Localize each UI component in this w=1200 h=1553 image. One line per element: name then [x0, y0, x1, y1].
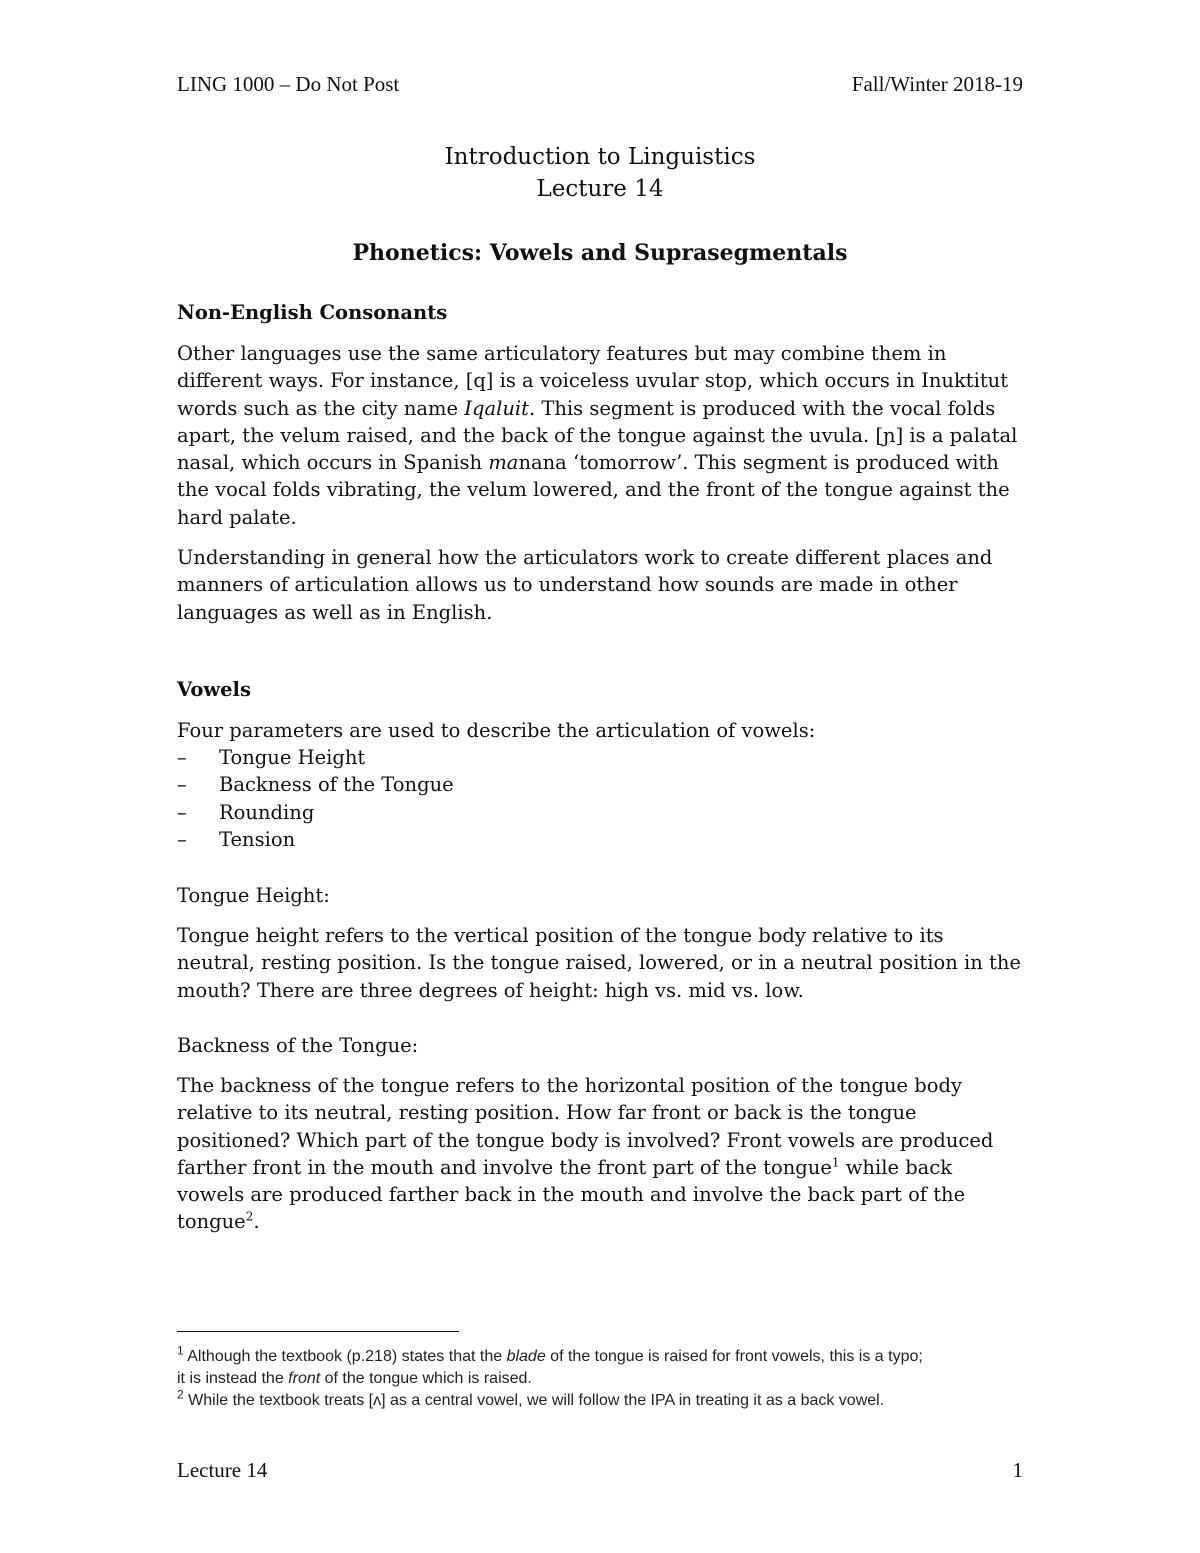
footnote-ref-1[interactable]: 1	[831, 1155, 840, 1170]
term-manana: ma	[488, 451, 519, 475]
paragraph-non-english-2: Understanding in general how the articulators work to create different places and manners of articulation allows us to understand how sounds are made in other languages as well as in English.	[177, 546, 993, 624]
vowels-intro: Four parameters are used to describe the articulation of vowels:	[177, 719, 816, 742]
footnote-2: $^2$ While the textbook treats [ʌ] as a central vowel, we will follow the IPA in treating it as a back vowel.	[177, 1387, 885, 1409]
term-iqaluit: Iqaluit	[464, 396, 529, 420]
list-item: – Tension	[177, 827, 296, 851]
footnote-1: $^1$ Although the textbook (p.218) states that the blade of the tongue is raised for front vowels, this is a typo; it is instead the front of the tongue which is raised.	[177, 1343, 923, 1387]
list-item: – Rounding	[177, 800, 315, 824]
page-number: 1	[1012, 1458, 1023, 1482]
section-heading-non-english: Non-English Consonants	[177, 301, 448, 324]
section-heading-vowels: Vowels	[177, 678, 251, 701]
course-title: Introduction to Linguistics	[444, 144, 756, 170]
paragraph-backness: The backness of the tongue refers to the horizontal position of the tongue body relative to its neutral, resting position. How far front or back is the tongue positioned? Which part of the tongue body is involved? Front vowels are produced farther front in the mouth and involve the front part of the tongue$^1$ while back vowels are produced farther back in the mouth and involve the back part of the tongue$^2$.	[177, 1074, 994, 1234]
subheading-tongue-height: Tongue Height:	[177, 884, 330, 907]
header-course-label: LING 1000 – Do Not Post	[177, 72, 400, 96]
footnote-divider	[177, 1331, 459, 1332]
footer-lecture-label: Lecture 14	[177, 1458, 268, 1482]
page-title: Phonetics: Vowels and Suprasegmentals	[352, 240, 848, 266]
header-term-label: Fall/Winter 2018-19	[851, 72, 1023, 96]
subheading-backness: Backness of the Tongue:	[177, 1034, 419, 1057]
paragraph-non-english-1: Other languages use the same articulatory features but may combine them in different ways. For instance, [q] is a voiceless uvular stop, which occurs in Inuktitut words such as the city name Iqaluit. This segment is produced with the vocal folds apart, the velum raised, and the back of the tongue against the uvula. [ɲ] is a palatal nasal, which occurs in Spanish manana ‘tomorrow’. This segment is produced with the vocal folds vibrating, the velum lowered, and the front of the tongue against the hard palate.	[177, 342, 1018, 529]
lecture-number: Lecture 14	[536, 176, 664, 202]
vowel-parameter-list	[177, 744, 454, 853]
paragraph-tongue-height: Tongue height refers to the vertical position of the tongue body relative to its neutral, resting position. Is the tongue raised, lowered, or in a neutral position in the mouth? There are three degrees of height: high vs. mid vs. low.	[177, 924, 1021, 1002]
list-item: – Backness of the Tongue	[177, 773, 454, 797]
list-item: – Tongue Height	[177, 746, 366, 769]
footnote-ref-2[interactable]: 2	[245, 1209, 254, 1224]
